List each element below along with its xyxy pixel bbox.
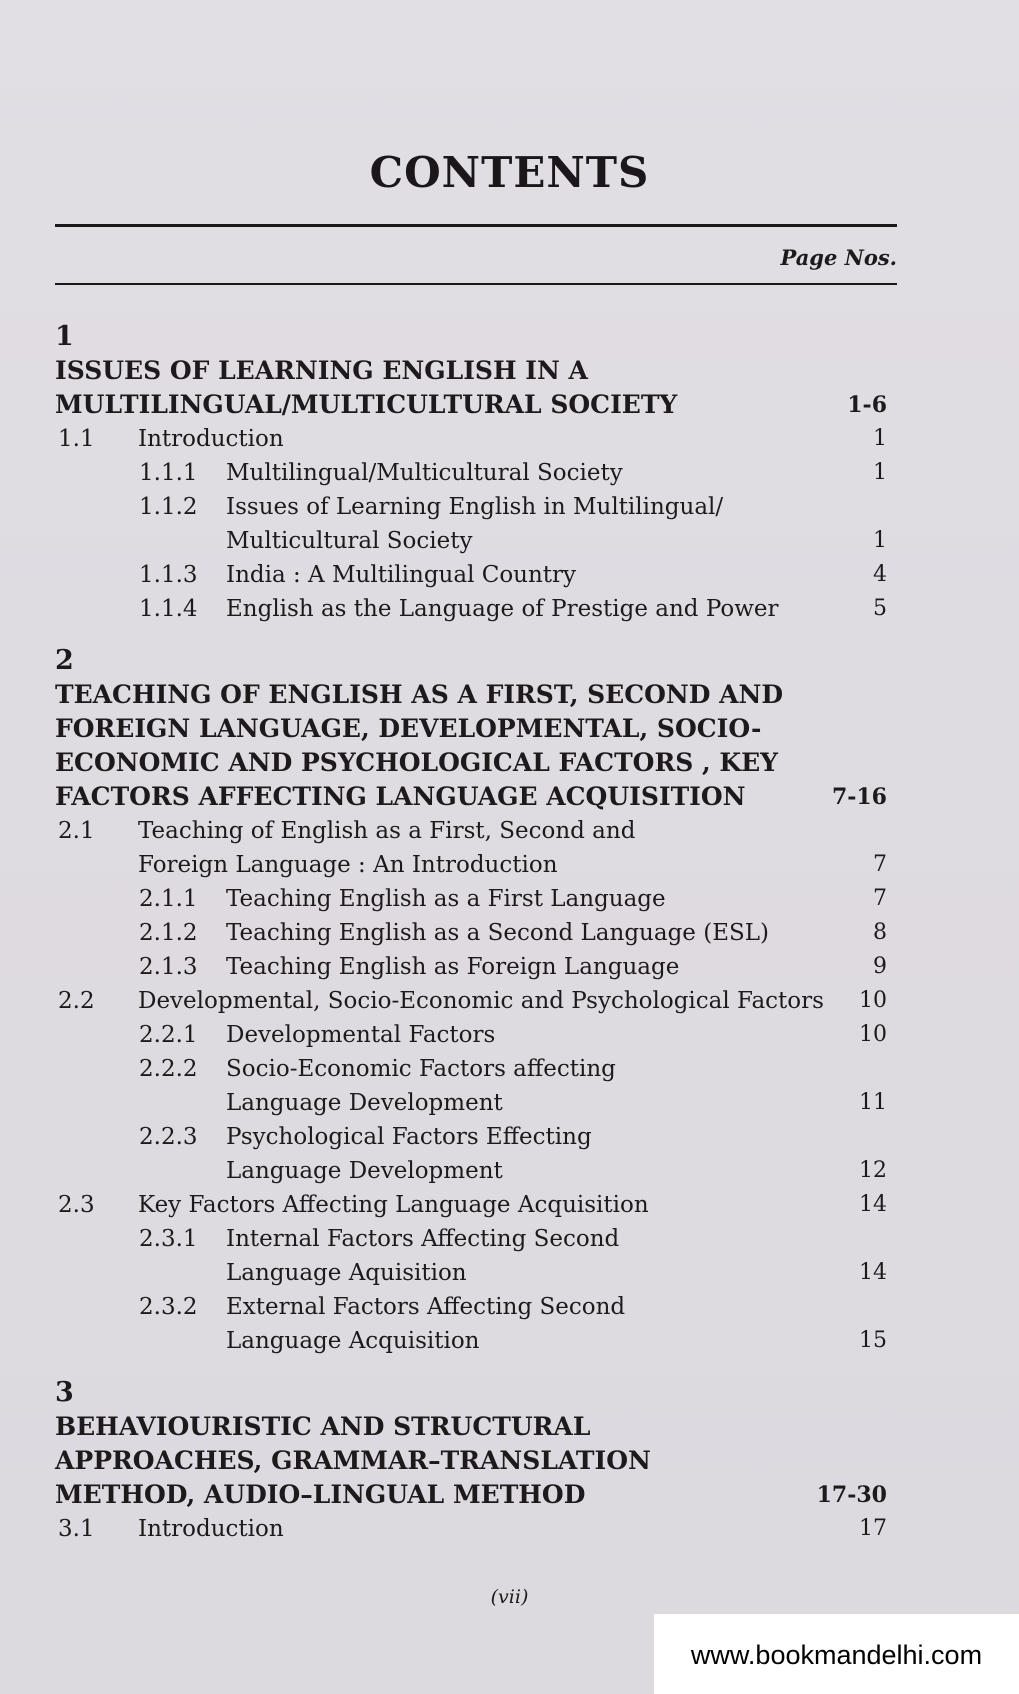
entry-page: 17 <box>859 1516 887 1541</box>
entry-title: Psychological Factors Effecting <box>226 1124 592 1150</box>
watermark-text: www.bookmandelhi.com <box>690 1640 983 1670</box>
toc-entry <box>55 558 897 592</box>
entry-page: 1 <box>873 528 887 553</box>
entry-title: Developmental, Socio-Economic and Psychological Factors <box>138 988 824 1014</box>
entry-title: Language Development <box>226 1090 503 1116</box>
page-number: (vii) <box>490 1586 529 1608</box>
entry-title: Multicultural Society <box>226 528 473 554</box>
toc-entry <box>55 1188 897 1222</box>
entry-number: 3.1 <box>58 1516 95 1542</box>
entry-page: 10 <box>859 1022 887 1047</box>
entry-title: Language Aquisition <box>226 1260 467 1286</box>
entry-page: 12 <box>859 1158 887 1183</box>
toc-entry <box>55 1290 897 1358</box>
top-rule <box>55 224 897 227</box>
entry-number: 2.3 <box>58 1192 95 1218</box>
entry-page: 4 <box>873 562 887 587</box>
entry-number: 2.2.2 <box>139 1056 198 1082</box>
entry-page: 11 <box>859 1090 887 1115</box>
chapter-title-line: MULTILINGUAL/MULTICULTURAL SOCIETY <box>55 390 678 419</box>
entry-number: 2.2.3 <box>139 1124 198 1150</box>
entry-page: 14 <box>859 1192 887 1217</box>
chapter-page-range: 7-16 <box>831 784 887 810</box>
entry-page: 1 <box>873 426 887 451</box>
entry-title: Language Acquisition <box>226 1328 480 1354</box>
entry-number: 2.2 <box>58 988 95 1014</box>
header-rule <box>55 283 897 285</box>
entry-number: 2.1.3 <box>139 954 198 980</box>
entry-title: Introduction <box>138 426 284 452</box>
chapter-number: 2 <box>55 645 74 676</box>
chapter-title-line: APPROACHES, GRAMMAR–TRANSLATION <box>55 1446 651 1475</box>
chapter-title-line: ISSUES OF LEARNING ENGLISH IN A <box>55 356 588 385</box>
chapter-title-line: BEHAVIOURISTIC AND STRUCTURAL <box>55 1412 591 1441</box>
toc-entry <box>55 950 897 984</box>
toc-entry <box>55 490 897 558</box>
table-of-contents <box>55 320 897 1546</box>
entry-page: 10 <box>859 988 887 1013</box>
chapter-title <box>55 1410 897 1512</box>
entry-title: English as the Language of Prestige and Power <box>226 596 779 622</box>
entry-page: 5 <box>873 596 887 621</box>
toc-entry <box>55 456 897 490</box>
chapter-title-line: METHOD, AUDIO–LINGUAL METHOD <box>55 1480 586 1509</box>
toc-entry <box>55 1222 897 1290</box>
chapter-page-range: 17-30 <box>816 1482 887 1508</box>
chapter-1 <box>55 320 897 626</box>
toc-entry <box>55 814 897 882</box>
chapter-2 <box>55 644 897 1358</box>
page-nos-label: Page Nos. <box>780 245 897 270</box>
chapter-page-range: 1-6 <box>847 392 887 418</box>
entry-number: 2.2.1 <box>139 1022 198 1048</box>
entry-title: Socio-Economic Factors affecting <box>226 1056 616 1082</box>
entry-page: 14 <box>859 1260 887 1285</box>
chapter-title-line: TEACHING OF ENGLISH AS A FIRST, SECOND AND <box>55 680 784 709</box>
chapter-3 <box>55 1376 897 1546</box>
entry-title: Teaching English as a First Language <box>226 886 666 912</box>
entry-number: 2.3.1 <box>139 1226 198 1252</box>
entry-title: Issues of Learning English in Multilingual/ <box>226 494 724 520</box>
entry-title: Teaching of English as a First, Second and <box>138 818 636 844</box>
entry-number: 1.1.2 <box>139 494 198 520</box>
chapter-title-line: ECONOMIC AND PSYCHOLOGICAL FACTORS , KEY <box>55 748 779 777</box>
entry-title: Language Development <box>226 1158 503 1184</box>
chapter-number: 3 <box>55 1377 74 1408</box>
entry-page: 8 <box>873 920 887 945</box>
entry-title: Internal Factors Affecting Second <box>226 1226 620 1252</box>
page-title: CONTENTS <box>369 148 650 197</box>
entry-number: 2.1.1 <box>139 886 198 912</box>
entry-number: 1.1 <box>58 426 95 452</box>
entry-title: Multilingual/Multicultural Society <box>226 460 623 486</box>
entry-title: India : A Multilingual Country <box>226 562 577 588</box>
entry-page: 1 <box>873 460 887 485</box>
toc-entry <box>55 1052 897 1120</box>
entry-title: Foreign Language : An Introduction <box>138 852 558 878</box>
chapter-title-line: FACTORS AFFECTING LANGUAGE ACQUISITION <box>55 782 746 811</box>
toc-entry <box>55 1120 897 1188</box>
chapter-title-line: FOREIGN LANGUAGE, DEVELOPMENTAL, SOCIO- <box>55 714 762 743</box>
entry-number: 1.1.1 <box>139 460 198 486</box>
entry-title: Developmental Factors <box>226 1022 496 1048</box>
entry-title: Introduction <box>138 1516 284 1542</box>
entry-number: 2.3.2 <box>139 1294 198 1320</box>
entry-number: 2.1 <box>58 818 95 844</box>
entry-title: Teaching English as a Second Language (ESL) <box>226 920 769 946</box>
entry-number: 2.1.2 <box>139 920 198 946</box>
watermark <box>654 1614 1019 1694</box>
entry-page: 15 <box>859 1328 887 1353</box>
chapter-title <box>55 354 897 422</box>
chapter-number: 1 <box>55 321 74 352</box>
entry-number: 1.1.4 <box>139 596 198 622</box>
entry-page: 9 <box>873 954 887 979</box>
toc-entry <box>55 882 897 916</box>
entry-page: 7 <box>873 852 887 877</box>
entry-title: Key Factors Affecting Language Acquisition <box>138 1192 649 1218</box>
toc-entry <box>55 916 897 950</box>
entry-title: Teaching English as Foreign Language <box>226 954 680 980</box>
chapter-title <box>55 678 897 814</box>
entry-title: External Factors Affecting Second <box>226 1294 626 1320</box>
toc-entry <box>55 984 897 1018</box>
toc-entry <box>55 592 897 626</box>
toc-entry <box>55 1512 897 1546</box>
toc-entry <box>55 422 897 456</box>
toc-entry <box>55 1018 897 1052</box>
entry-number: 1.1.3 <box>139 562 198 588</box>
entry-page: 7 <box>873 886 887 911</box>
